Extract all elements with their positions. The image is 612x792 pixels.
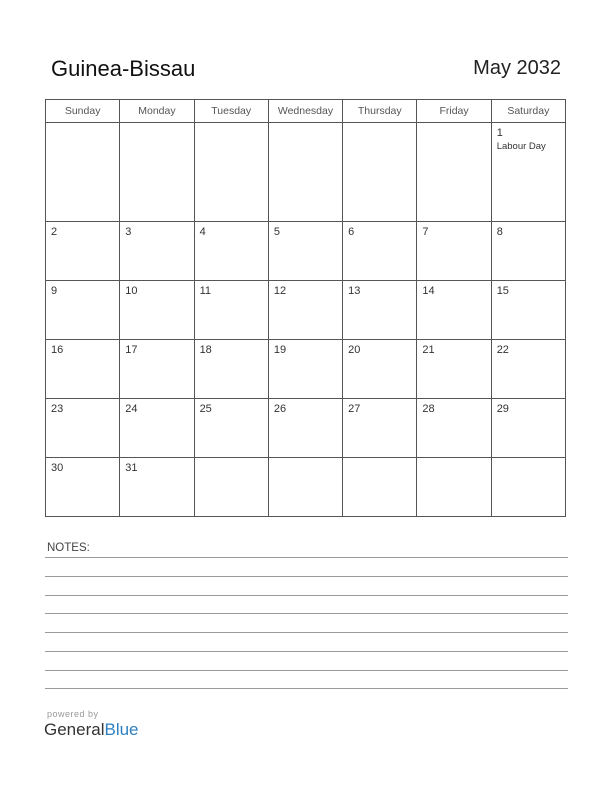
day-cell xyxy=(120,280,194,339)
note-line xyxy=(45,613,568,614)
day-number: 13 xyxy=(348,284,361,297)
brand-general: General xyxy=(44,720,105,739)
day-cell xyxy=(268,339,342,398)
day-cell xyxy=(120,221,194,280)
note-line xyxy=(45,595,568,596)
day-cell xyxy=(120,457,194,516)
day-cell xyxy=(268,123,342,222)
note-line xyxy=(45,651,568,652)
day-number: 10 xyxy=(125,284,138,297)
day-cell xyxy=(194,280,268,339)
day-cell xyxy=(417,398,491,457)
day-number: 18 xyxy=(199,343,212,356)
day-number: 7 xyxy=(422,225,429,238)
day-cell xyxy=(491,123,565,222)
note-line xyxy=(45,670,568,671)
day-cell xyxy=(194,398,268,457)
day-cell xyxy=(194,221,268,280)
note-line xyxy=(45,576,568,577)
day-number: 31 xyxy=(125,461,138,474)
day-cell xyxy=(120,339,194,398)
day-cell xyxy=(46,221,120,280)
day-number: 29 xyxy=(496,402,509,415)
day-cell xyxy=(343,123,417,222)
powered-by-text: powered by xyxy=(47,709,99,719)
day-number: 19 xyxy=(273,343,287,356)
weekday-header-row xyxy=(46,100,566,123)
country-title: Guinea-Bissau xyxy=(51,56,196,81)
day-cell xyxy=(120,123,194,222)
day-cell xyxy=(194,457,268,516)
day-number: 27 xyxy=(348,402,361,415)
day-number: 23 xyxy=(51,402,64,415)
day-cell xyxy=(343,280,417,339)
day-cell xyxy=(46,457,120,516)
month-year: May 2032 xyxy=(473,57,561,79)
weekday-thursday: Thursday xyxy=(343,100,417,123)
week-row xyxy=(46,457,566,516)
day-cell xyxy=(268,280,342,339)
day-number: 17 xyxy=(125,343,138,356)
weekday-sunday: Sunday xyxy=(46,100,120,123)
notes-label: NOTES: xyxy=(47,542,90,554)
day-cell xyxy=(46,280,120,339)
day-number: 20 xyxy=(348,343,361,356)
day-number: 21 xyxy=(422,343,435,356)
day-number: 24 xyxy=(125,402,138,415)
day-number: 15 xyxy=(496,284,509,297)
week-row xyxy=(46,280,566,339)
brand-blue: Blue xyxy=(104,720,139,739)
day-cell xyxy=(194,339,268,398)
day-cell xyxy=(491,221,565,280)
day-number: 11 xyxy=(199,284,211,297)
day-number: 26 xyxy=(273,402,287,415)
calendar-body xyxy=(46,123,566,517)
day-cell xyxy=(46,123,120,222)
weekday-wednesday: Wednesday xyxy=(268,100,342,123)
weekday-friday: Friday xyxy=(417,100,491,123)
day-number: 12 xyxy=(273,284,287,297)
week-row xyxy=(46,221,566,280)
day-cell xyxy=(46,398,120,457)
holiday-label: Labour Day xyxy=(496,141,546,152)
day-number: 14 xyxy=(422,284,435,297)
week-row xyxy=(46,123,566,222)
day-cell xyxy=(343,457,417,516)
day-cell xyxy=(46,339,120,398)
day-number: 9 xyxy=(51,284,58,297)
day-cell xyxy=(268,221,342,280)
day-number: 3 xyxy=(125,225,132,238)
day-cell xyxy=(417,339,491,398)
day-cell xyxy=(491,398,565,457)
day-number: 1 xyxy=(496,127,503,139)
day-cell xyxy=(268,398,342,457)
weekday-saturday: Saturday xyxy=(491,100,565,123)
weekday-tuesday: Tuesday xyxy=(194,100,268,123)
day-cell xyxy=(194,123,268,222)
day-cell xyxy=(343,221,417,280)
weekday-monday: Monday xyxy=(120,100,194,123)
day-cell xyxy=(417,457,491,516)
generalblue-logo xyxy=(44,720,139,740)
day-number: 30 xyxy=(51,461,64,474)
week-row xyxy=(46,398,566,457)
day-number: 8 xyxy=(496,225,503,238)
day-cell xyxy=(417,280,491,339)
day-cell xyxy=(491,457,565,516)
day-cell xyxy=(343,398,417,457)
day-cell xyxy=(417,123,491,222)
calendar-grid xyxy=(45,99,566,517)
day-number: 28 xyxy=(422,402,435,415)
day-number: 6 xyxy=(348,225,355,238)
day-cell xyxy=(343,339,417,398)
day-number: 2 xyxy=(51,225,58,238)
day-cell xyxy=(491,339,565,398)
day-cell xyxy=(120,398,194,457)
day-number: 5 xyxy=(273,225,280,238)
day-cell xyxy=(417,221,491,280)
day-number: 4 xyxy=(199,225,206,238)
day-number: 16 xyxy=(51,343,64,356)
note-line xyxy=(45,632,568,633)
day-cell xyxy=(491,280,565,339)
note-line xyxy=(45,688,568,689)
week-row xyxy=(46,339,566,398)
day-cell xyxy=(268,457,342,516)
day-number: 22 xyxy=(496,343,509,356)
note-line xyxy=(45,557,568,558)
day-number: 25 xyxy=(199,402,212,415)
